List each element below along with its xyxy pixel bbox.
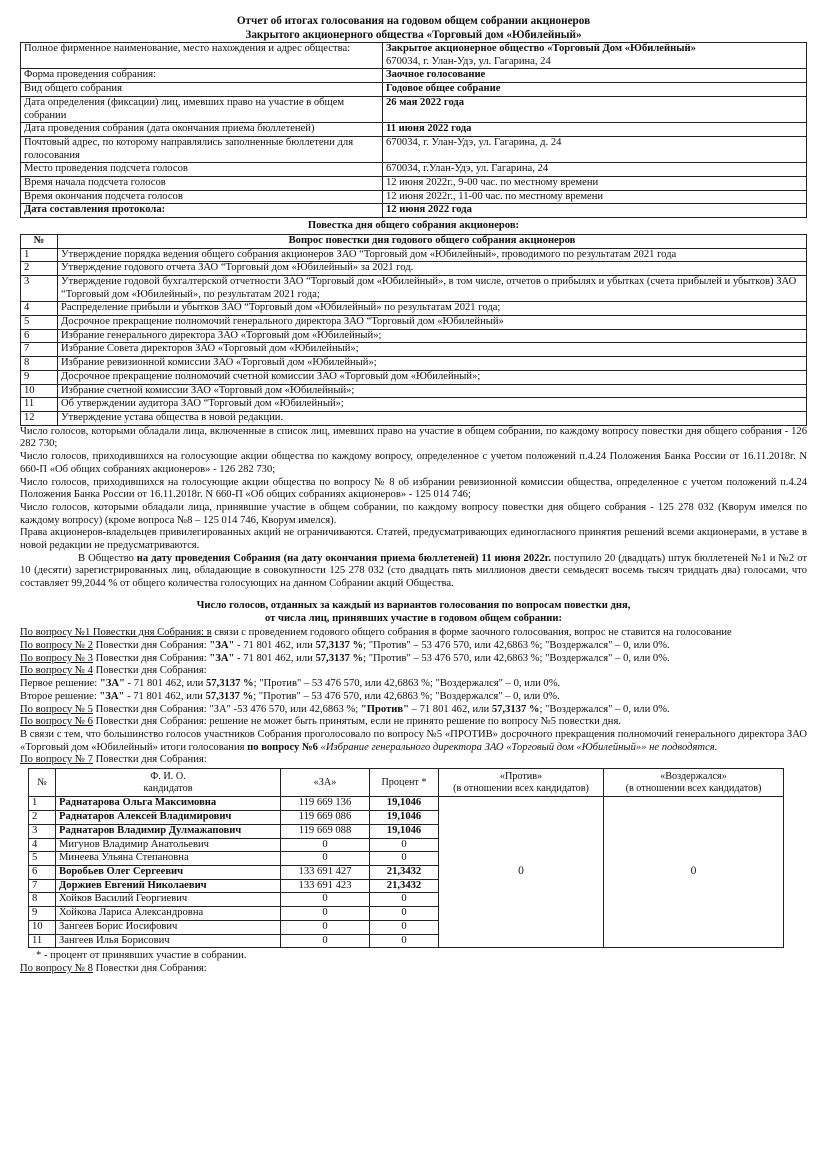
candidate-name: Раднатаров Владимир Дулмажапович	[56, 824, 281, 838]
candidate-for-votes: 119 669 088	[281, 824, 370, 838]
text: ; "Против" – 53 476 570, или 42,6863 %; "Воздержался" – 0, или 0%.	[253, 690, 560, 702]
candidate-percent: 19,1046	[370, 811, 439, 825]
agenda-row	[21, 398, 807, 412]
agenda-number: 7	[21, 343, 58, 357]
candidate-percent: 21,3432	[370, 879, 439, 893]
question-ref: По вопросу № 5	[20, 703, 93, 715]
agenda-question: Распределение прибыли и убытков ЗАО “Торговый дом «Юбилейный» по результатам 2021 года;	[58, 302, 807, 316]
for-percent: 57,3137 %	[315, 652, 364, 664]
agenda-number: 6	[21, 329, 58, 343]
info-value-text: 12 июня 2022г., 11-00 час. по местному времени	[386, 190, 604, 202]
text: (в отношении всех кандидатов)	[625, 782, 762, 794]
agenda-question: Утверждение годового отчета ЗАО “Торговый дом «Юбилейный» за 2021 год.	[58, 262, 807, 276]
for-percent: 57,3137 %	[205, 678, 254, 690]
info-row	[21, 190, 807, 204]
info-value	[383, 190, 807, 204]
bold-text: на дату проведения Собрания (на дату окончания приема бюллетеней) 11 июня 2022г.	[136, 552, 551, 564]
info-label: Дата составления протокола:	[21, 204, 383, 218]
agenda-row	[21, 357, 807, 371]
candidate-for-votes: 0	[281, 852, 370, 866]
text: ; "Против" – 53 476 570, или 42,6863 %; "Воздержался" – 0, или 0%.	[253, 678, 561, 690]
candidate-number: 8	[29, 893, 56, 907]
info-value	[383, 83, 807, 97]
candidate-percent: 21,3432	[370, 865, 439, 879]
info-row	[21, 69, 807, 83]
paragraph: Число голосов, приходившихся на голосующие акции общества по вопросу № 8 об избрании ревизионной комиссии общества, определенное с учетом положений п.4.24 Положения Банка России от 16.11.2018г. N 660-П «Об общих собраниях акционеров» - 125 014 746;	[20, 476, 807, 501]
candidate-row	[29, 797, 784, 811]
cand-head-against	[439, 769, 604, 797]
for-label: "ЗА"	[209, 652, 235, 664]
info-value	[383, 96, 807, 122]
info-value-text: 11 июня 2022 года	[386, 123, 472, 135]
agenda-head-question: Вопрос повестки дня годового общего собрания акционеров	[58, 234, 807, 248]
italic-text: «Избрание генерального директора ЗАО «Торговый дом «Юбилейный»» не подводятся.	[317, 741, 718, 753]
question-7-result	[20, 754, 807, 767]
voting-report-page	[20, 0, 807, 976]
question-2-result	[20, 640, 807, 653]
title-line-1: Отчет об итогах голосования на годовом общем собрании акционеров	[236, 15, 591, 27]
candidate-for-votes: 0	[281, 920, 370, 934]
candidate-for-votes: 0	[281, 893, 370, 907]
candidate-name: Зангеев Борис Иосифович	[56, 920, 281, 934]
for-label: "ЗА"	[99, 678, 125, 690]
agenda-number: 11	[21, 398, 58, 412]
candidate-percent: 0	[370, 920, 439, 934]
info-value	[383, 177, 807, 191]
paragraph: Права акционеров-владельцев привилегированных акций не ограничиваются. Статей, предусматривающих единогласного принятия решений всеми акционерами, в уставе в новой редакции не предусматриваются.	[20, 527, 807, 552]
ballot-receipt-paragraph	[20, 553, 807, 591]
results-section	[20, 627, 807, 767]
candidate-for-votes: 119 669 086	[281, 811, 370, 825]
candidate-name: Раднатарова Ольга Максимовна	[56, 797, 281, 811]
candidate-number: 10	[29, 920, 56, 934]
question-4-second-decision	[20, 691, 807, 704]
text: - 71 801 462, или	[234, 652, 316, 664]
question-5-result	[20, 704, 807, 717]
agenda-number: 10	[21, 384, 58, 398]
info-value	[383, 163, 807, 177]
candidate-for-votes: 0	[281, 934, 370, 948]
candidate-percent: 0	[370, 934, 439, 948]
info-value-text: 12 июня 2022 года	[386, 204, 472, 216]
agenda-question: Избрание генерального директора ЗАО «Торговый дом «Юбилейный»;	[58, 329, 807, 343]
for-label: "ЗА"	[99, 690, 125, 702]
cand-head-abstain	[604, 769, 784, 797]
agenda-row	[21, 302, 807, 316]
candidate-percent: 19,1046	[370, 824, 439, 838]
text: Повестки дня Собрания:	[92, 665, 207, 677]
text: Второе решение:	[20, 690, 100, 702]
agenda-row	[21, 370, 807, 384]
text: кандидатов	[143, 782, 193, 794]
agenda-question: Избрание Совета директоров ЗАО «Торговый дом «Юбилейный»;	[58, 343, 807, 357]
info-value-text: 26 мая 2022 года	[386, 96, 465, 108]
for-label: "ЗА"	[209, 640, 235, 651]
question-3-result	[20, 653, 807, 666]
candidate-number: 2	[29, 811, 56, 825]
candidate-number: 11	[29, 934, 56, 948]
info-label: Полное фирменное наименование, место нахождения и адрес общества:	[21, 43, 383, 69]
info-row	[21, 163, 807, 177]
agenda-question: Утверждение порядка ведения общего собрания акционеров ЗАО “Торговый дом «Юбилейный», проводимого по результатам 2021 года	[58, 248, 807, 262]
results-title	[20, 599, 807, 625]
agenda-title: Повестка дня общего собрания акционеров:	[307, 220, 520, 232]
candidate-name: Хойков Василий Георгиевич	[56, 893, 281, 907]
question-ref: По вопросу № 7	[20, 754, 93, 766]
info-row	[21, 123, 807, 137]
info-label: Дата определения (фиксации) лиц, имевших право на участие в общем собрании	[21, 96, 383, 122]
info-label: Форма проведения собрания:	[21, 69, 383, 83]
info-row	[21, 136, 807, 162]
candidate-number: 6	[29, 865, 56, 879]
candidate-for-votes: 119 669 136	[281, 797, 370, 811]
bold-text: по вопросу №6	[247, 741, 318, 753]
results-title-line-1: Число голосов, отданных за каждый из вариантов голосования по вопросам повестки дня,	[196, 599, 631, 611]
text: «Против»	[499, 771, 543, 783]
candidate-for-votes: 133 691 423	[281, 879, 370, 893]
text: Повестки дня Собрания:	[92, 962, 207, 974]
candidate-percent: 0	[370, 838, 439, 852]
candidate-percent: 0	[370, 893, 439, 907]
candidate-number: 7	[29, 879, 56, 893]
question-ref: По вопросу № 8	[20, 962, 93, 974]
against-all-candidates: 0	[439, 797, 604, 948]
info-value-text: Годовое общее собрание	[386, 83, 501, 95]
info-value-text: Закрытое акционерное общество «Торговый Дом «Юбилейный»	[386, 43, 696, 54]
candidate-name: Зангеев Илья Борисович	[56, 934, 281, 948]
question-ref: По вопросу № 4	[20, 665, 93, 677]
agenda-question: Досрочное прекращение полномочий счетной комиссии ЗАО «Торговый дом «Юбилейный»;	[58, 370, 807, 384]
info-row	[21, 43, 807, 69]
info-value	[383, 123, 807, 137]
text: В связи с тем, что большинство голосов участников Собрания проголосовало по вопросу №5 «ПРОТИВ» досрочного прекращения полномочий генерального директора ЗАО «Торговый дом «Юбилейный» итоги голосования	[20, 728, 807, 753]
text: Повестки дня Собрания: решение не может быть принятым, если не принято решение по вопросу №5 повестки дня.	[92, 716, 621, 728]
text: - 71 801 462, или	[124, 690, 206, 702]
question-ref: По вопросу №1 Повестки дня Собрания: в	[20, 627, 212, 639]
text: Ф. И. О.	[150, 771, 186, 783]
text: Повестки дня Собрания:	[92, 640, 210, 651]
agenda-table	[20, 234, 807, 426]
info-value-text: 670034, г. Улан-Удэ, ул. Гагарина, 24	[386, 55, 551, 67]
for-percent: 57,3137 %	[315, 640, 364, 651]
candidate-name: Раднатаров Алексей Владимирович	[56, 811, 281, 825]
agenda-row	[21, 411, 807, 425]
info-value-text: 670034, г. Улан-Удэ, ул. Гагарина, д. 24	[386, 136, 562, 148]
candidate-number: 9	[29, 907, 56, 921]
against-label: "Против"	[360, 703, 409, 715]
info-label: Вид общего собрания	[21, 83, 383, 97]
question-6-note	[20, 729, 807, 754]
text: – 71 801 462, или	[408, 703, 492, 715]
info-value-text: Заочное голосование	[386, 69, 486, 81]
text: ; "Против" – 53 476 570, или 42,6863 %; "Воздержался" – 0, или 0%.	[363, 640, 670, 651]
text: ; "Против" – 53 476 570, или 42,6863 %; "Воздержался" – 0, или 0%.	[363, 652, 670, 664]
candidate-number: 4	[29, 838, 56, 852]
info-row	[21, 96, 807, 122]
agenda-question: Избрание счетной комиссии ЗАО «Торговый дом «Юбилейный»;	[58, 384, 807, 398]
paragraph: Число голосов, которыми обладали лица, включенные в список лиц, имевших право на участие в общем собрании, по каждому вопросу повестки дня общего собрания - 126 282 730;	[20, 425, 807, 450]
report-title	[20, 14, 807, 42]
info-value	[383, 204, 807, 218]
paragraph: Число голосов, которыми обладали лица, принявшие участие в общем собрании, по каждому вопросу повестки дня общего собрания - 125 278 032 (Кворум имелся по каждому вопросу) (кроме вопроса №8 – 125 014 746, Кворум имелся).	[20, 501, 807, 526]
cand-head-percent: Процент *	[370, 769, 439, 797]
info-row	[21, 83, 807, 97]
candidate-percent: 0	[370, 907, 439, 921]
agenda-row	[21, 275, 807, 301]
candidate-name: Воробьев Олег Сергеевич	[56, 865, 281, 879]
candidate-name: Доржиев Евгений Николаевич	[56, 879, 281, 893]
meeting-info-table	[20, 42, 807, 218]
text: «Воздержался»	[660, 771, 727, 783]
text: Повестки дня Собрания:	[92, 754, 207, 766]
text: Повестки дня Собрания:	[92, 652, 210, 664]
text: (в отношении всех кандидатов)	[453, 782, 589, 794]
question-4-first-decision	[20, 678, 807, 691]
for-percent: 57,3137 %	[205, 690, 254, 702]
agenda-question: Утверждение годовой бухгалтерской отчетности ЗАО “Торговый дом «Юбилейный», в том числе, отчетов о прибылях и убытках (счета прибылей и убытков) ЗАО “Торговый дом «Юбилейный», по результатам 2021 года;	[58, 275, 807, 301]
text: связи с проведением годового общего собрания в форме заочного голосования, вопрос не ставится на голосование	[211, 627, 732, 639]
question-1-result	[20, 627, 807, 640]
agenda-number: 4	[21, 302, 58, 316]
candidate-for-votes: 0	[281, 838, 370, 852]
agenda-number: 12	[21, 411, 58, 425]
text: - 71 801 462, или	[124, 678, 206, 690]
text: ; "Воздержался" – 0, или 0%.	[539, 703, 670, 715]
agenda-row	[21, 329, 807, 343]
candidates-table	[28, 768, 784, 948]
text: - 71 801 462, или	[234, 640, 316, 651]
info-label: Почтовый адрес, по которому направлялись заполненные бюллетени для голосования	[21, 136, 383, 162]
candidate-percent: 19,1046	[370, 797, 439, 811]
agenda-number: 9	[21, 370, 58, 384]
agenda-number: 2	[21, 262, 58, 276]
info-value	[383, 43, 807, 69]
info-label: Время окончания подсчета голосов	[21, 190, 383, 204]
question-ref: По вопросу № 3	[20, 652, 93, 664]
text: В Общество	[78, 552, 137, 564]
title-line-2: Закрытого акционерного общества «Торговый дом «Юбилейный»	[245, 29, 582, 41]
agenda-number: 3	[21, 275, 58, 301]
agenda-row	[21, 316, 807, 330]
agenda-question: Утверждение устава общества в новой редакции.	[58, 411, 807, 425]
candidate-number: 3	[29, 824, 56, 838]
question-8-result	[20, 963, 807, 976]
question-ref: По вопросу № 6	[20, 716, 93, 728]
agenda-question: Об утверждении аудитора ЗАО “Торговый дом «Юбилейный»;	[58, 398, 807, 412]
candidate-name: Мигунов Владимир Анатольевич	[56, 838, 281, 852]
info-label: Время начала подсчета голосов	[21, 177, 383, 191]
cand-head-for: «ЗА»	[281, 769, 370, 797]
vote-counts-text	[20, 426, 807, 591]
candidate-percent: 0	[370, 852, 439, 866]
agenda-head-number: №	[21, 234, 58, 248]
candidate-for-votes: 133 691 427	[281, 865, 370, 879]
text: Повестки дня Собрания: "ЗА" -53 476 570, или 42,6863 %;	[92, 703, 361, 715]
candidate-name: Хойкова Лариса Александровна	[56, 907, 281, 921]
agenda-number: 5	[21, 316, 58, 330]
agenda-question: Досрочное прекращение полномочий генерального директора ЗАО “Торговый дом «Юбилейный»	[58, 316, 807, 330]
info-value-text: 12 июня 2022г., 9-00 час. по местному времени	[386, 177, 599, 189]
candidate-number: 5	[29, 852, 56, 866]
candidate-for-votes: 0	[281, 907, 370, 921]
paragraph: Число голосов, приходившихся на голосующие акции общества по каждому вопросу, определенное с учетом положений п.4.24 Положения Банка России от 16.11.2018г. N 660-П «Об общих собраниях акционеров» - 126 282 730;	[20, 451, 807, 475]
footnote: * - процент от принявших участие в собрании.	[36, 950, 247, 962]
info-label: Дата проведения собрания (дата окончания приема бюллетеней)	[21, 123, 383, 137]
info-value	[383, 136, 807, 162]
against-percent: 57,3137 %	[491, 703, 540, 715]
info-value	[383, 69, 807, 83]
question-4-result	[20, 665, 807, 678]
agenda-question: Избрание ревизионной комиссии ЗАО «Торговый дом «Юбилейный»;	[58, 357, 807, 371]
info-row	[21, 177, 807, 191]
agenda-row	[21, 262, 807, 276]
cand-head-number: №	[29, 769, 56, 797]
agenda-number: 8	[21, 357, 58, 371]
candidate-number: 1	[29, 797, 56, 811]
text: поступило 20 (двадцать) штук бюллетеней №1 и №2 от 10 (десяти) зарегистрированных лиц, обладающие в совокупности 125 278 032 (сто двадцать пять миллионов двести семьдесят восемь тысяч тридцать два) голосами, что составляет 99,2044 % от общего количества голосующих на данном Собрании акций Общества.	[20, 552, 807, 590]
results-title-line-2: от числа лиц, принявших участие в годовом общем собрании:	[264, 613, 563, 625]
info-value-text: 670034, г.Улан-Удэ, ул. Гагарина, 24	[386, 163, 549, 175]
agenda-row	[21, 384, 807, 398]
candidate-name: Минеева Ульяна Степановна	[56, 852, 281, 866]
cand-head-name	[56, 769, 281, 797]
agenda-row	[21, 248, 807, 262]
question-6-result	[20, 716, 807, 729]
question-ref: По вопросу № 2	[20, 640, 93, 651]
text: Первое решение:	[20, 678, 100, 690]
abstain-all-candidates: 0	[604, 797, 784, 948]
agenda-row	[21, 343, 807, 357]
info-label: Место проведения подсчета голосов	[21, 163, 383, 177]
info-row	[21, 204, 807, 218]
agenda-number: 1	[21, 248, 58, 262]
